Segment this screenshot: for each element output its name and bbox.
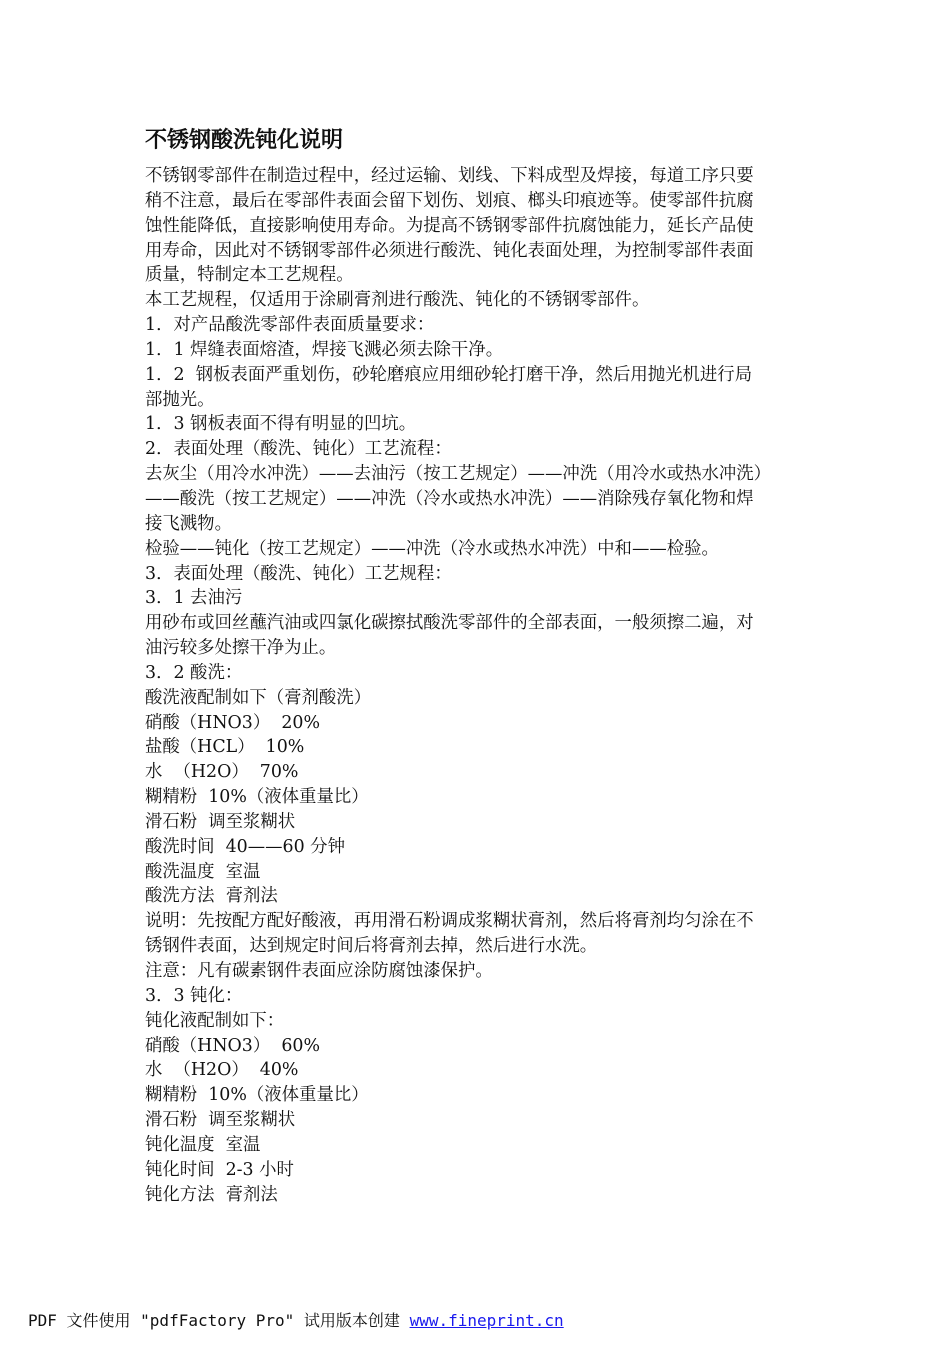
text-line: 酸洗温度 室温 (145, 861, 261, 882)
text-line: 接飞溅物。 (145, 513, 232, 534)
text-line: 1．1 焊缝表面熔渣，焊接飞溅必须去除干净。 (145, 339, 504, 360)
document-body (145, 164, 815, 1207)
text-line: 锈钢件表面，达到规定时间后将膏剂去掉，然后进行水洗。 (145, 936, 598, 957)
text-line: 去灰尘（用冷水冲洗）——去油污（按工艺规定）——冲洗（用冷水或热水冲洗） (145, 464, 772, 485)
text-line: 稍不注意，最后在零部件表面会留下划伤、划痕、榔头印痕迹等。使零部件抗腐 (145, 190, 754, 211)
text-line: 注意：凡有碳素钢件表面应涂防腐蚀漆保护。 (145, 961, 493, 981)
text-line: 质量，特制定本工艺规程。 (145, 265, 354, 286)
text-line: 不锈钢零部件在制造过程中，经过运输、划线、下料成型及焊接，每道工序只要 (145, 166, 754, 186)
text-line: 硝酸（HNO3） 60% (145, 1035, 320, 1056)
text-line: 油污较多处擦干净为止。 (145, 638, 337, 659)
document-title: 不锈钢酸洗钝化说明 (145, 128, 344, 153)
footer-text: PDF 文件使用 "pdfFactory Pro" 试用版本创建 (28, 1311, 410, 1330)
text-line: 酸洗时间 40——60 分钟 (145, 836, 345, 857)
text-line: 糊精粉 10%（液体重量比） (145, 1085, 369, 1106)
text-line: 水 （H2O） 40% (145, 1060, 299, 1081)
text-line: 钝化方法 膏剂法 (145, 1184, 278, 1205)
text-line: 水 （H2O） 70% (145, 762, 299, 783)
text-line: 3．3 钝化： (145, 985, 243, 1006)
text-line: 2．表面处理（酸洗、钝化）工艺流程： (145, 439, 452, 460)
text-line: 1．对产品酸洗零部件表面质量要求： (145, 315, 435, 336)
text-line: 3．表面处理（酸洗、钝化）工艺规程： (145, 563, 452, 584)
watermark-footer (28, 1308, 564, 1331)
text-line: 本工艺规程，仅适用于涂刷膏剂进行酸洗、钝化的不锈钢零部件。 (145, 290, 650, 311)
text-line: 部抛光。 (145, 389, 215, 410)
text-line: 3．2 酸洗： (145, 662, 243, 683)
text-line: 检验——钝化（按工艺规定）——冲洗（冷水或热水冲洗）中和——检验。 (145, 538, 719, 559)
text-line: 滑石粉 调至浆糊状 (145, 811, 296, 832)
text-line: ——酸洗（按工艺规定）——冲洗（冷水或热水冲洗）——消除残存氧化物和焊 (145, 488, 754, 509)
text-line: 钝化时间 2-3 小时 (145, 1159, 294, 1180)
text-line: 蚀性能降低，直接影响使用寿命。为提高不锈钢零部件抗腐蚀能力，延长产品使 (145, 215, 754, 236)
text-line: 硝酸（HNO3） 20% (145, 712, 320, 733)
text-line: 1．3 钢板表面不得有明显的凹坑。 (145, 414, 417, 435)
text-line: 用寿命，因此对不锈钢零部件必须进行酸洗、钝化表面处理，为控制零部件表面 (145, 240, 754, 261)
text-line: 滑石粉 调至浆糊状 (145, 1110, 296, 1131)
text-line: 糊精粉 10%（液体重量比） (145, 787, 369, 808)
text-line: 说明：先按配方配好酸液，再用滑石粉调成浆糊状膏剂，然后将膏剂均匀涂在不 (145, 911, 754, 932)
text-line: 3．1 去油污 (145, 588, 243, 609)
text-line: 钝化液配制如下： (145, 1010, 285, 1031)
text-line: 用砂布或回丝蘸汽油或四氯化碳擦拭酸洗零部件的全部表面，一般须擦二遍，对 (145, 613, 754, 634)
text-line: 酸洗液配制如下（膏剂酸洗） (145, 687, 372, 708)
fineprint-link[interactable]: www.fineprint.cn (409, 1311, 564, 1330)
text-line: 酸洗方法 膏剂法 (145, 886, 278, 907)
text-line: 1．2 钢板表面严重划伤，砂轮磨痕应用细砂轮打磨干净，然后用抛光机进行局 (145, 364, 753, 385)
text-line: 钝化温度 室温 (145, 1134, 261, 1155)
text-line: 盐酸（HCL） 10% (145, 737, 305, 758)
